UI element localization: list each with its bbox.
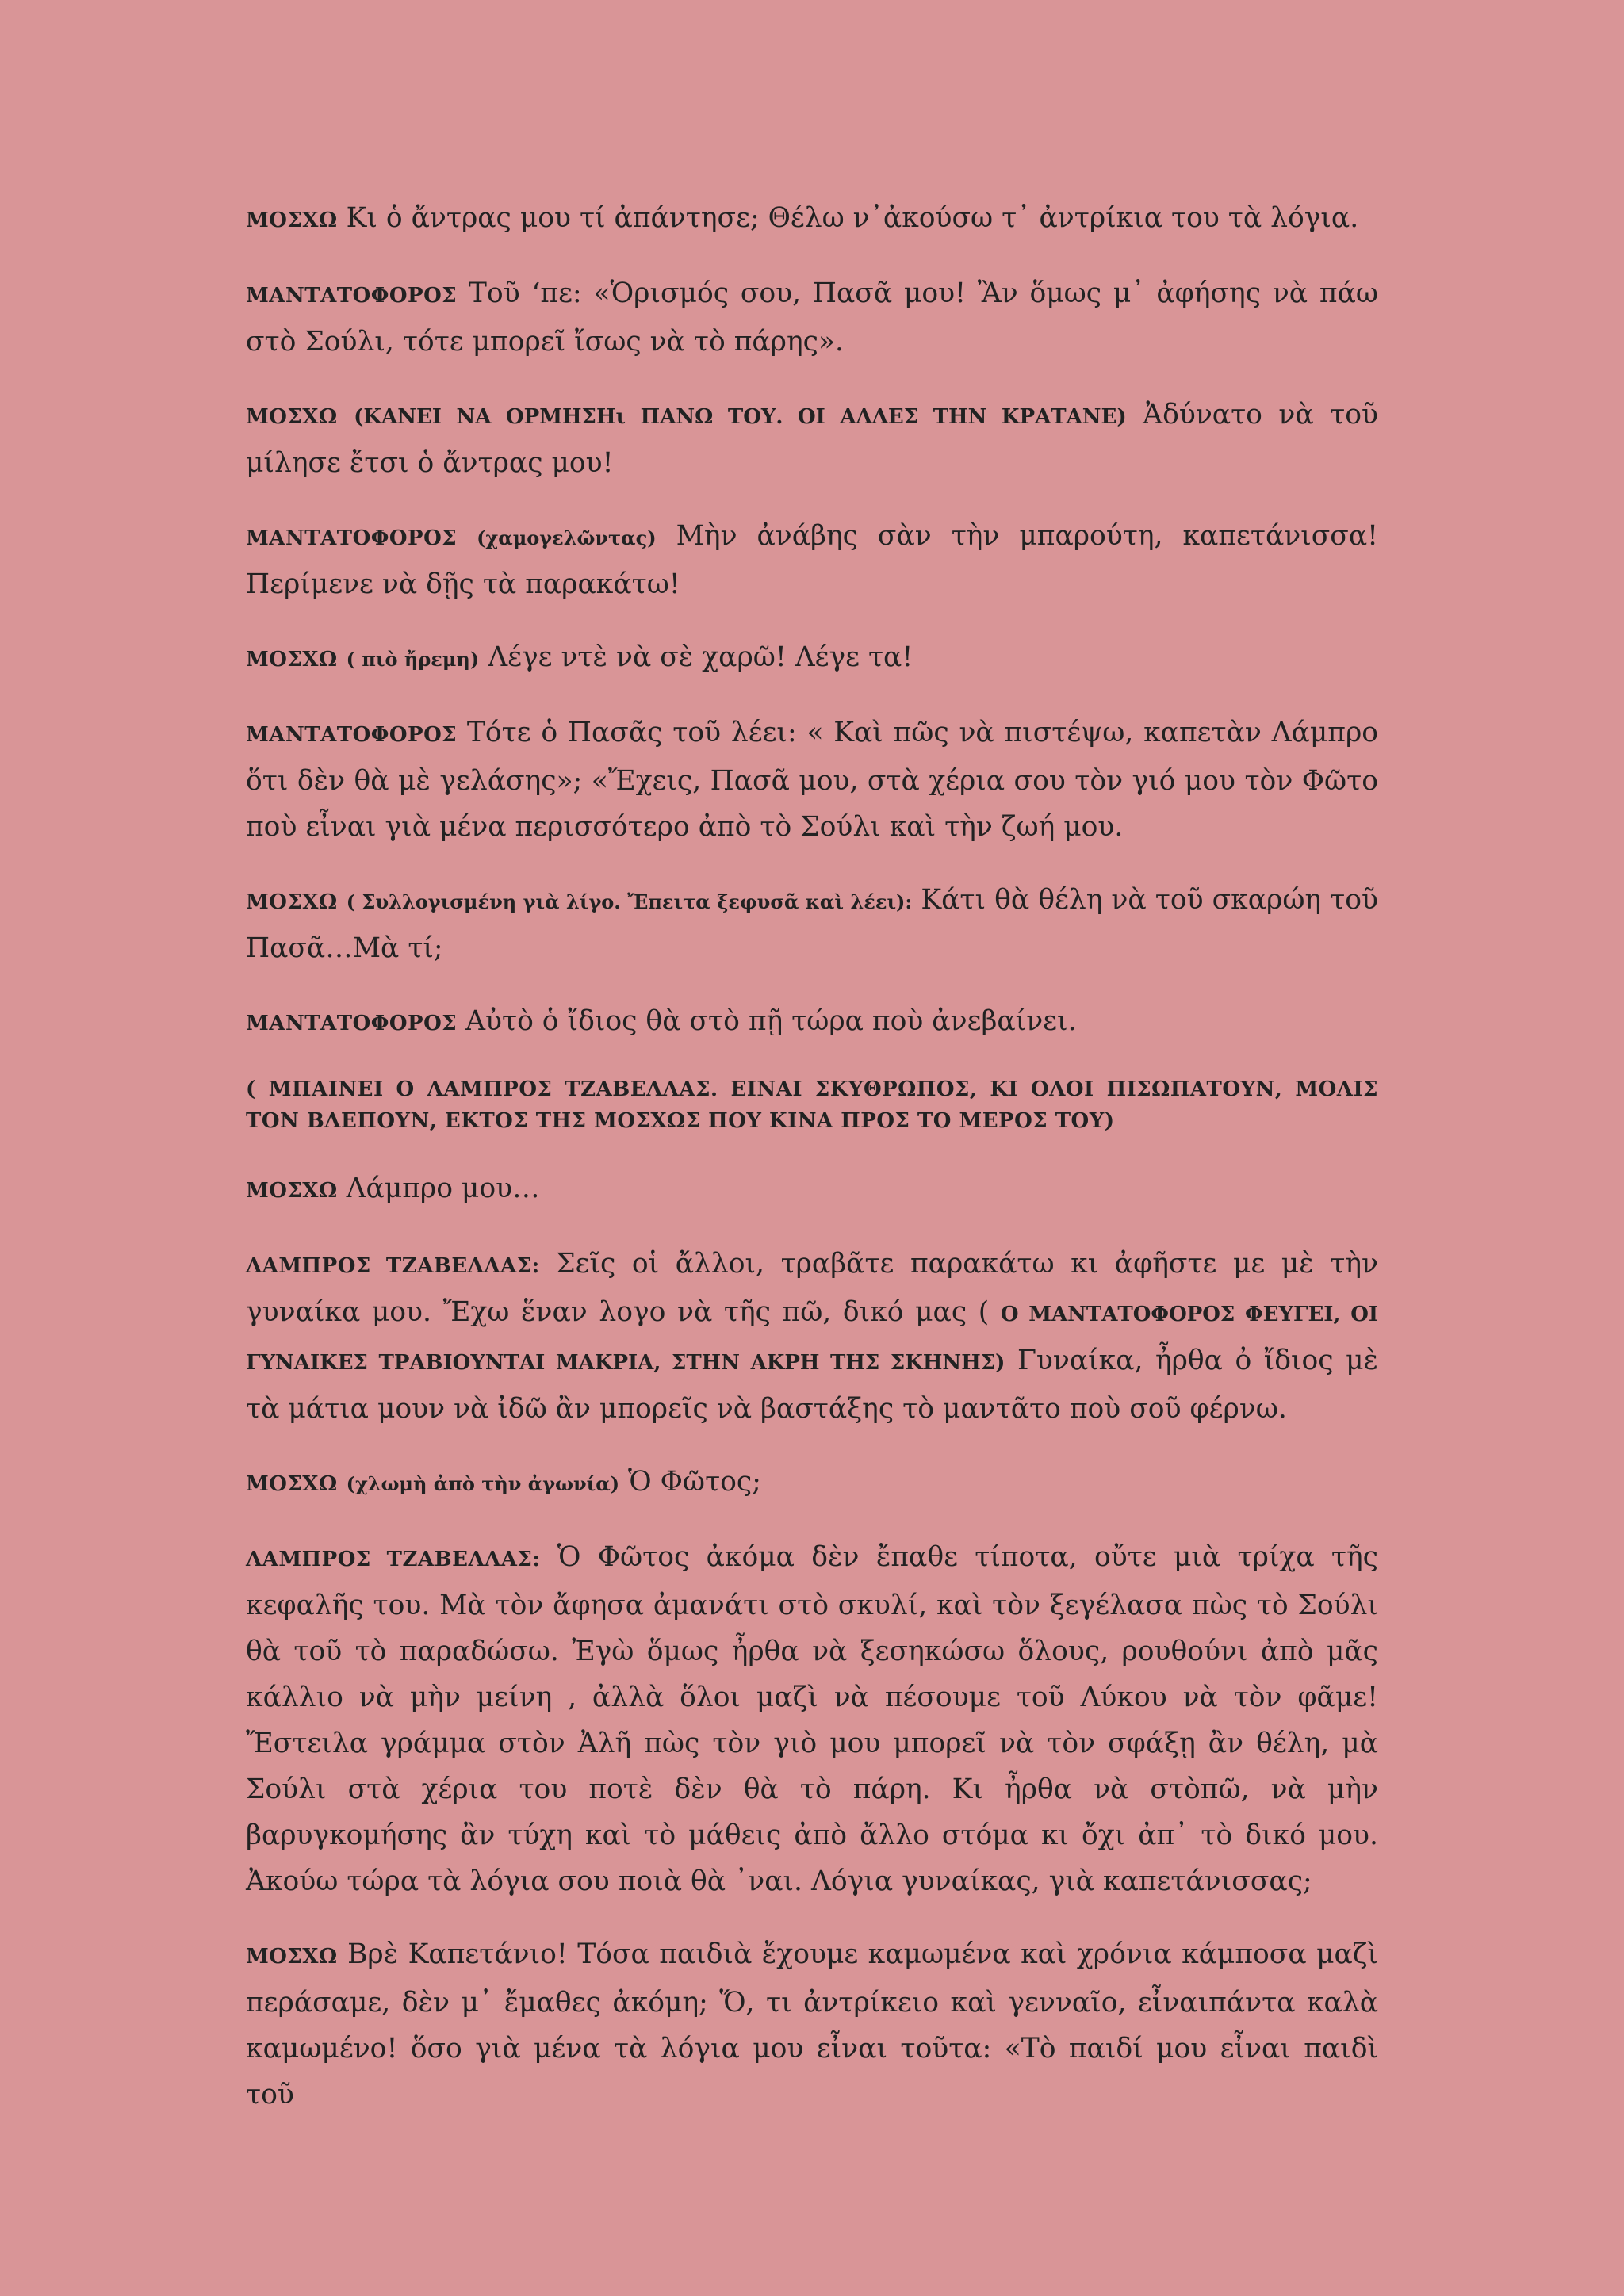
dialogue-text: Κι ὁ ἄντρας μου τί ἀπάντησε; Θέλω ν᾿ἀκούσω τ᾿ ἀντρίκια του τὰ λόγια. xyxy=(346,202,1359,234)
speaker-name: ΜΑΝΤΑΤΟΦΟΡΟΣ xyxy=(246,1012,458,1035)
stage-direction: (χαμογελῶντας) xyxy=(477,526,657,549)
dialogue-text: Λέγε ντὲ νὰ σὲ χαρῶ! Λέγε τα! xyxy=(488,641,914,673)
dialogue-text: Τοῦ ‘πε: «Ὁρισμός σου, Πασᾶ μου! Ἂν ὅμως μ᾿ ἀφήσης νὰ πάω στὸ Σούλι, τότε μπορεῖ ἴσως νὰ τὸ πάρης». xyxy=(246,277,1378,358)
dialogue-line xyxy=(246,877,1378,971)
speaker-name: ΜΟΣΧΩ xyxy=(246,1945,338,1969)
speaker-name: ΜΟΣΧΩ xyxy=(246,648,338,672)
dialogue-line xyxy=(246,710,1378,850)
stage-direction: ( Συλλογισμένη γιὰ λίγο. Ἔπειτα ξεφυσᾶ καὶ λέει): xyxy=(346,890,913,913)
stage-direction: ( πιὸ ἤρεμη) xyxy=(346,648,480,671)
dialogue-line xyxy=(246,1931,1378,2118)
speaker-name: ΛΑΜΠΡΟΣ ΤΖΑΒΕΛΛΑΣ: xyxy=(246,1548,541,1571)
speaker-name: ΜΟΣΧΩ xyxy=(246,1179,338,1203)
dialogue-line xyxy=(246,392,1378,486)
stage-direction: (ΚΑΝΕΙ ΝΑ ΟΡΜΗΣΗι ΠΑΝΩ ΤΟΥ. ΟΙ ΑΛΛΕΣ ΤΗΝ ΚΡΑΤΑΝΕ) xyxy=(354,405,1127,429)
speaker-name: ΜΑΝΤΑΤΟΦΟΡΟΣ xyxy=(246,284,458,308)
speaker-name: ΜΟΣΧΩ xyxy=(246,405,338,429)
stage-direction: (χλωμὴ ἀπὸ τὴν ἀγωνία) xyxy=(346,1472,620,1495)
dialogue-line xyxy=(246,195,1378,243)
dialogue-line xyxy=(246,1241,1378,1432)
stage-direction: Ο ΜΑΝΤΑΤΟΦΟΡΟΣ ΦΕΥΓΕΙ, ΟΙ ΓΥΝΑΙΚΕΣ ΤΡΑΒΙΟΥΝΤΑΙ ΜΑΚΡΙΑ, ΣΤΗΝ ΑΚΡΗ ΤΗΣ ΣΚΗΝΗΣ) xyxy=(246,1303,1379,1375)
dialogue-line xyxy=(246,1459,1378,1507)
speaker-name: ΜΟΣΧΩ xyxy=(246,1472,338,1496)
dialogue-text: Σεῖς οἱ ἄλλοι, τραβᾶτε παρακάτω κι ἀφῆστε με μὲ τὴν γυναίκα μου. Ἔχω ἕναν λογο νὰ τῆς πῶ, δικό μας ( xyxy=(246,1248,1378,1328)
dialogue-line xyxy=(246,1534,1378,1904)
dialogue-line xyxy=(246,513,1378,607)
dialogue-text: Αὐτὸ ὁ ἴδιος θὰ στὸ πῇ τώρα ποὺ ἀνεβαίνει. xyxy=(465,1005,1077,1037)
dialogue-text: Ὁ Φῶτος; xyxy=(628,1466,761,1498)
speaker-name: ΜΟΣΧΩ xyxy=(246,890,338,914)
dialogue-line xyxy=(246,634,1378,683)
dialogue-line xyxy=(246,270,1378,365)
dialogue-text: Κάτι θὰ θέλη νὰ τοῦ σκαρώη τοῦ Πασᾶ…Μὰ τί; xyxy=(246,884,1379,964)
dialogue-text: Γυναίκα, ἦρθα ὀ ἴδιος μὲ τὰ μάτια μουν νὰ ἰδῶ ἂν μπορεῖς νὰ βαστάξης τὸ μαντᾶτο ποὺ σοῦ φέρνω. xyxy=(246,1345,1379,1425)
dialogue-text: Ὁ Φῶτος ἀκόμα δὲν ἔπαθε τίποτα, οὔτε μιὰ τρίχα τῆς κεφαλῆς του. Μὰ τὸν ἄφησα ἀμανάτι στὸ σκυλί, καὶ τὸν ξεγέλασα πὼς τὸ Σούλι θὰ τοῦ τὸ παραδώσω. Ἐγὼ ὅμως ἦρθα νὰ ξεσηκώσω ὅλους, ρουθούνι ἀπὸ μᾶς κάλλιο νὰ μὴν μείνη , ἀλλὰ ὅλοι μαζὶ νὰ πέσουμε τοῦ Λύκου νὰ τὸν φᾶμε! Ἔστειλα γράμμα στὸν Ἀλῆ πὼς τὸν γιὸ μου μπορεῖ νὰ τὸν σφάξῃ ἂν θέλη, μὰ Σούλι στὰ χέρια του ποτὲ δὲν θὰ τὸ πάρη. Κι ἦρθα νὰ στὸπῶ, νὰ μὴν βαρυγκομήσης ἂν τύχη καὶ τὸ μάθεις ἀπὸ ἄλλο στόμα κι ὄχι ἀπ᾿ τὸ δικό μου. Ἀκούω τώρα τὰ λόγια σου ποιὰ θὰ ᾽ναι. Λόγια γυναίκας, γιὰ καπετάνισσας; xyxy=(246,1541,1379,1897)
speaker-name: ΜΑΝΤΑΤΟΦΟΡΟΣ xyxy=(246,526,458,550)
speaker-name: ΛΑΜΠΡΟΣ ΤΖΑΒΕΛΛΑΣ: xyxy=(246,1254,540,1278)
dialogue-text: Μὴν ἀνάβης σὰν τὴν μπαρούτη, καπετάνισσα! Περίμενε νὰ δῇς τὰ παρακάτω! xyxy=(246,520,1379,600)
dialogue-line xyxy=(246,998,1378,1047)
dialogue-line xyxy=(246,1165,1378,1214)
dialogue-text: Βρὲ Καπετάνιο! Τόσα παιδιὰ ἔχουμε καμωμένα καὶ χρόνια κάμποσα μαζὶ περάσαμε, δὲν μ᾿ ἔμαθες ἀκόμη; Ὅ, τι ἀντρίκειο καὶ γενναῖο, εἶναιπάντα καλὰ καμωμένο! ὅσο γιὰ μένα τὰ λόγια μου εἶναι τοῦτα: «Τὸ παιδί μου εἶναι παιδὶ τοῦ xyxy=(246,1938,1379,2110)
stage-direction-block: ( ΜΠΑΙΝΕΙ Ο ΛΑΜΠΡΟΣ ΤΖΑΒΕΛΛΑΣ. ΕΙΝΑΙ ΣΚΥΘΡΩΠΟΣ, ΚΙ ΟΛΟΙ ΠΙΣΩΠΑΤΟΥΝ, ΜΟΛΙΣ ΤΟΝ ΒΛΕΠΟΥΝ, ΕΚΤΟΣ ΤΗΣ ΜΟΣΧΩΣ ΠΟΥ ΚΙΝΑ ΠΡΟΣ ΤΟ ΜΕΡΟΣ ΤΟΥ) xyxy=(246,1077,1378,1133)
speaker-name: ΜΟΣΧΩ xyxy=(246,209,338,232)
speaker-name: ΜΑΝΤΑΤΟΦΟΡΟΣ xyxy=(246,723,458,747)
script-page xyxy=(246,195,1378,2145)
dialogue-text: Τότε ὁ Πασᾶς τοῦ λέει: « Καὶ πῶς νὰ πιστέψω, καπετὰν Λάμπρο ὅτι δὲν θὰ μὲ γελάσης»; «Ἔχεις, Πασᾶ μου, στὰ χέρια σου τὸν γιό μου τὸν Φῶτο ποὺ εἶναι γιὰ μένα περισσότερο ἀπὸ τὸ Σούλι καὶ τὴν ζωή μου. xyxy=(246,717,1378,843)
dialogue-text: Ἀδύνατο νὰ τοῦ μίλησε ἔτσι ὁ ἄντρας μου! xyxy=(246,399,1379,479)
dialogue-text: Λάμπρο μου… xyxy=(346,1173,540,1204)
